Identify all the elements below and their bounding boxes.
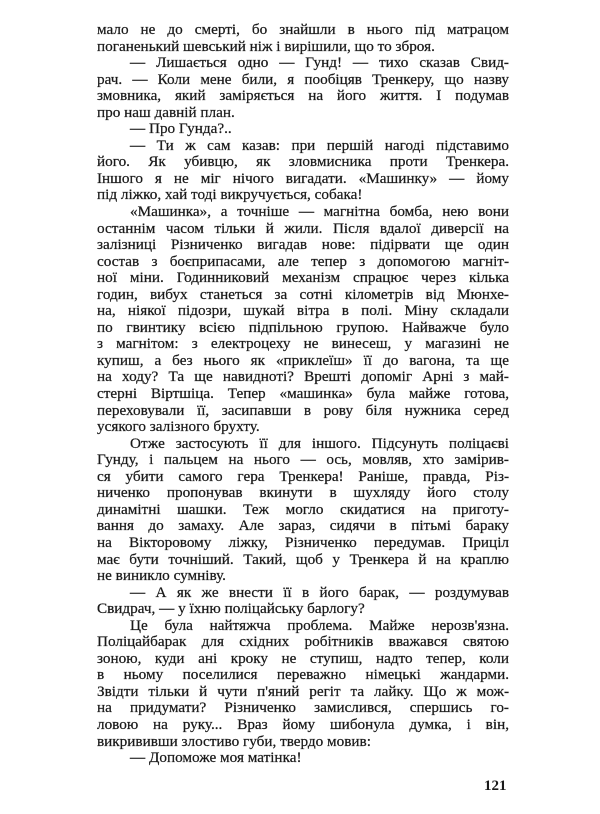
- text-line: в ньому поселилися переважно німецькі жандарми.: [97, 666, 509, 684]
- text-line: на ходу? Та ще навидноті? Врешті допоміг Арні з май-: [97, 368, 509, 386]
- text-line: його. Як убивцю, як зловмисника проти Тренкера.: [97, 153, 509, 171]
- text-line: Це була найтяжча проблема. Майже нерозв'язна.: [130, 616, 509, 634]
- text-line: ловою на руку... Враз йому шибонула думка, і він,: [97, 715, 509, 733]
- text-line: состав з боєприпасами, але тепер з допомогою магніт-: [97, 252, 509, 270]
- text-line: — А як же внести її в його барак, — роздумував: [130, 583, 509, 601]
- text-line: зоною, куди ані кроку не ступиш, надто тепер, коли: [97, 649, 509, 667]
- text-line: — Лишається одно — Гунд! — тихо сказав Свид-: [130, 54, 509, 72]
- text-line: з магнітом: з електроцеху не винесеш, у магазині не: [97, 335, 509, 353]
- text-line: на Вікторовому ліжку, Різниченко передумав. Приціл: [97, 533, 509, 551]
- text-line: на придумати? Різниченко замислився, спершись го-: [97, 699, 509, 717]
- text-line: Свидрач, — у їхню поліцайську барлогу?: [97, 600, 365, 618]
- text-line: годин, вибух станеться за сотні кілометрів від Мюнхе-: [97, 285, 509, 303]
- text-line: рач. — Коли мене били, я пообіцяв Тренкеру, що назву: [97, 70, 509, 88]
- text-line: змовника, який заміряється на його життя. І подумав: [97, 87, 509, 105]
- text-line: останнім часом тільки й жили. Після вдалої диверсії на: [97, 219, 509, 237]
- page-number: 121: [484, 778, 507, 794]
- text-line: Поліцайбарак для східних робітників вважався святою: [97, 633, 509, 651]
- text-line: ної міни. Годинниковий механізм спрацює через кілька: [97, 269, 509, 287]
- text-line: ниченко пропонував вкинути в шухляду його столу: [97, 484, 509, 502]
- text-line: викрививши злостиво губи, твердо мовив:: [97, 732, 371, 750]
- text-line: на, ніякої підозри, шукай вітра в полі. Міну складали: [97, 302, 509, 320]
- text-line: Гунду, і пальцем на нього — ось, мовляв, хто замірив-: [97, 451, 509, 469]
- page-body-text: [97, 22, 509, 767]
- text-line: вання до замаху. Але зараз, сидячи в пітьмі бараку: [97, 517, 509, 535]
- text-line: має бути точніший. Такий, щоб у Тренкера й на краплю: [97, 550, 509, 568]
- text-line: поганенький шевський ніж і вирішили, що то зброя.: [97, 37, 435, 55]
- text-line: залізниці Різниченко вигадав нове: підірвати ще один: [97, 236, 509, 254]
- text-line: — Про Гунда?..: [130, 120, 232, 138]
- text-line: під ліжко, хай тоді викручується, собака!: [97, 186, 363, 204]
- text-line: — Допоможе моя матінка!: [130, 749, 302, 767]
- text-line: купиш, а без нього як «приклеїш» її до вагона, та ще: [97, 351, 509, 369]
- text-line: переховували її, засипавши в рову біля нужника серед: [97, 401, 509, 419]
- text-line: стерні Віртшіца. Тепер «машинка» була майже готова,: [97, 385, 509, 403]
- text-line: по гвинтику всією підпільною групою. Найважче було: [97, 318, 509, 336]
- text-line: динамітні шашки. Теж могло скидатися на приготу-: [97, 500, 509, 518]
- text-line: ся убити самого гера Тренкера! Раніше, правда, Різ-: [97, 467, 509, 485]
- text-line: Отже застосують її для іншого. Підсунуть поліцаєві: [130, 434, 509, 452]
- text-line: мало не до смерті, бо знайшли в нього під матрацом: [97, 21, 509, 38]
- text-line: Звідти тільки й чути п'яний регіт та лайку. Що ж мож-: [97, 682, 509, 700]
- text-line: не виникло сумніву.: [97, 567, 226, 585]
- text-line: про наш давній план.: [97, 103, 235, 121]
- text-line: усякого залізного брухту.: [97, 418, 260, 436]
- text-line: Іншого я не міг нічого вигадати. «Машинку» — йому: [97, 169, 509, 187]
- text-line: — Ти ж сам казав: при першій нагоді підставимо: [130, 136, 509, 154]
- text-line: «Машинка», а точніше — магнітна бомба, нею вони: [130, 203, 509, 221]
